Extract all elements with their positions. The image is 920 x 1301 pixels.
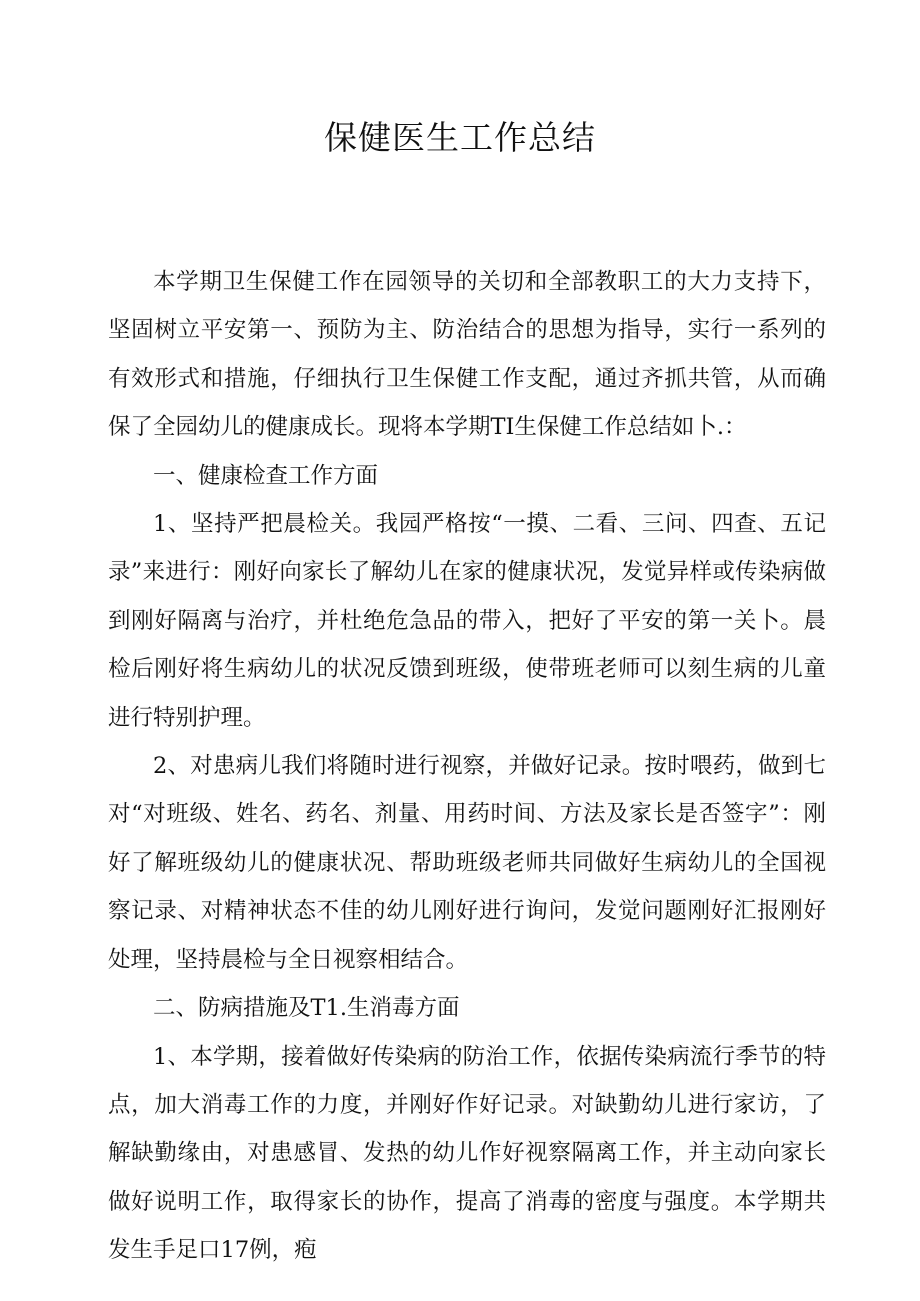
section-heading-disease-prevention: 二、防病措施及T1.生消毒方面 (153, 995, 460, 1022)
document-body (108, 258, 826, 1275)
section-heading-health-check: 一、健康检查工作方面 (153, 462, 379, 489)
paragraph-morning-check: 1、坚持严把晨检关。我园严格按“一摸、二看、三问、四查、五记录”来进行：刚好向家长了解幼儿在家的健康状况，发觉异样或传染病做到刚好隔离与治疗，并杜绝危急品的带入，把好了平安的第一关卜。晨检后刚好将生病幼儿的状况反馈到班级，使带班老师可以刻生病的儿童进行特别护理。 (108, 511, 826, 731)
paragraph-infectious-disease: 1、本学期，接着做好传染病的防治工作，依据传染病流行季节的特点，加大消毒工作的力度，并刚好作好记录。对缺勤幼儿进行家访，了解缺勤缘由，对患感冒、发热的幼儿作好视察隔离工作，并主动向家长做好说明工作，取得家长的协作，提高了消毒的密度与强度。本学期共发生手足口17例，疱 (108, 1043, 826, 1264)
document-title: 保健医生工作总结 (324, 118, 596, 157)
paragraph-sick-children: 2、对患病儿我们将随时进行视察，并做好记录。按时喂药，做到七对“对班级、姓名、药名、剂量、用药时间、方法及家长是否签字”：刚好了解班级幼儿的健康状况、帮助班级老师共同做好生病幼儿的全国视察记录、对精神状态不佳的幼儿刚好进行询问，发觉问题刚好汇报刚好处理，坚持晨检与全日视察相结合。 (108, 753, 826, 973)
intro-paragraph: 本学期卫生保健工作在园领导的关切和全部教职工的大力支持下，坚固树立平安第一、预防为主、防治结合的思想为指导，实行一系列的有效形式和措施，仔细执行卫生保健工作支配，通过齐抓共管，从而确保了全园幼儿的健康成长。现将本学期TI生保健工作总结如卜.： (108, 269, 826, 441)
